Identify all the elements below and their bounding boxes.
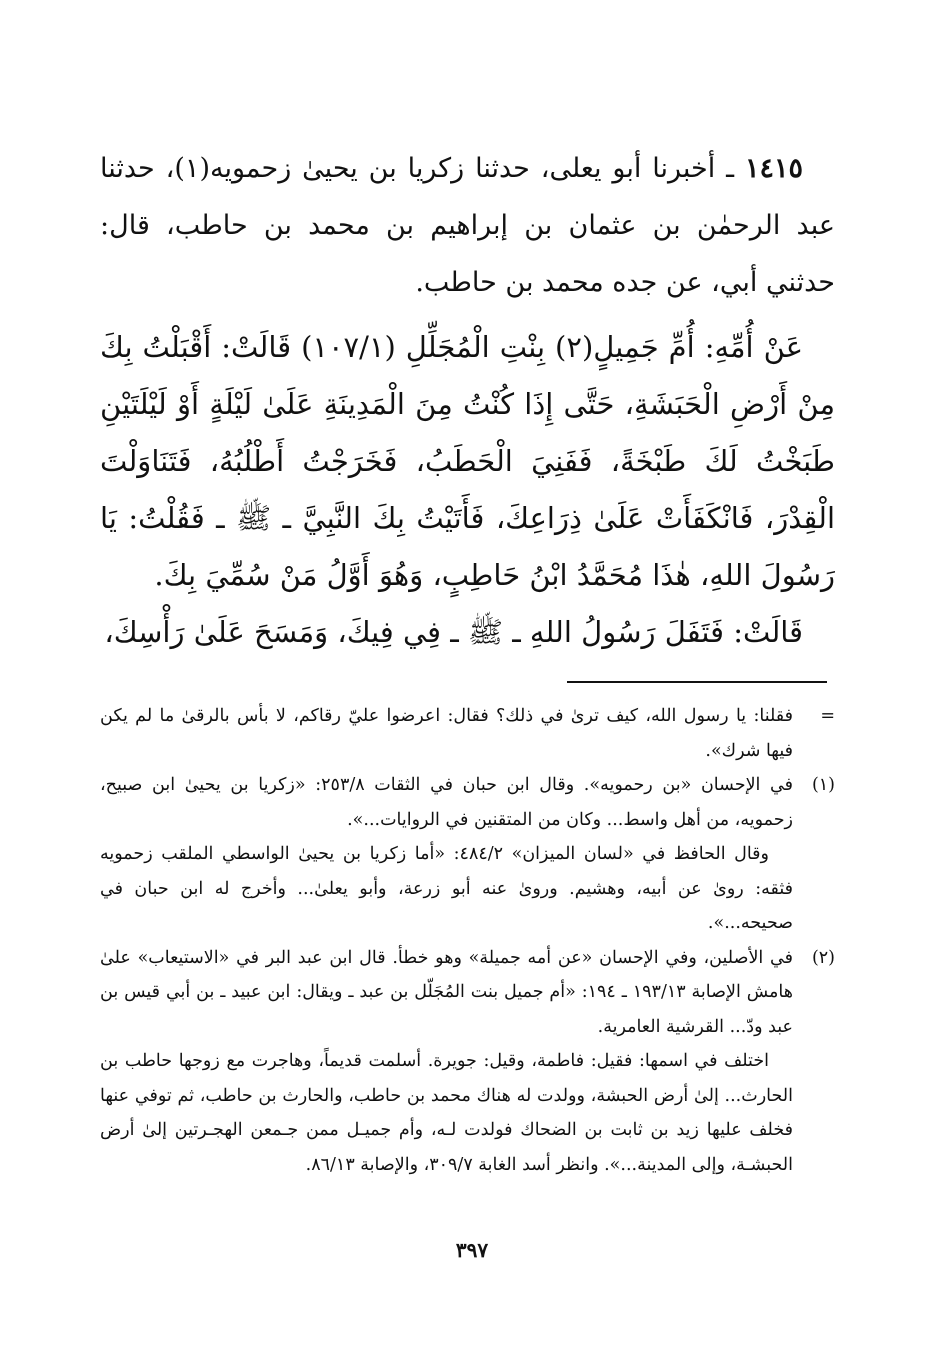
footnotes: [100, 699, 835, 1182]
footnote-carryover: [100, 699, 835, 768]
carryover-text: فقلنا: يا رسول الله، كيف ترىٰ في ذلك؟ فقال: اعرضوا عليّ رقاكم، لا بأس بالرقىٰ ما لم يكن فيها شرك».: [100, 706, 793, 761]
footnote-1-text: في الإحسان «بن رحمويه». وقال ابن حبان في الثقات ٢٥٣/٨: «زكريا بن يحيىٰ ابن صبيح، زحمويه، من أهل واسط... وكان من المتقنين في الروايات...».: [100, 775, 794, 830]
footnote-1-continuation: وقال الحافظ في «لسان الميزان» ٤٨٤/٢: «أما زكريا بن يحيىٰ الواسطي الملقب زحمويه فثقه: روىٰ عن أبيه، وهشيم. وروىٰ عنه أبو زرعة، وأبو يعلىٰ... وأخرج له ابن حبان في صحيحه...».: [100, 844, 793, 933]
matn-paragraph-2: قَالَتْ: فَتَفَلَ رَسُولُ اللهِ ـ ﷺ ـ فِي فِيكَ، وَمَسَحَ عَلَىٰ رَأْسِكَ،: [104, 615, 803, 649]
carryover-mark: =: [820, 706, 835, 726]
isnad-text: ـ أخبرنا أبو يعلى، حدثنا زكريا بن يحيىٰ زحمويه(١)، حدثنا عبد الرحمٰن بن عثمان بن إبراهيم بن محمد بن حاطب، قال: حدثني أبي، عن جده محمد بن حاطب.: [100, 153, 835, 298]
footnote-2-continuation: اختلف في اسمها: فقيل: فاطمة، وقيل: جويرة. أسلمت قديماً، وهاجرت مع زوجها حاطب بن الحارث... إلىٰ أرض الحبشة، وولدت له هناك محمد بن حاطب، والحارث بن حاطب، ثم توفي عنها فخلف عليها زيد بن ثابت بن الضحاك فولدت لـه، وأم جميـل ممن جـمعن الهجـرتين إلىٰ أرض الحبشـة، وإلى المدينة...». وانظر أسد الغابة ٣٠٩/٧، والإصابة ٨٦/١٣.: [100, 1051, 793, 1175]
footnote-1-mark: (١): [811, 775, 835, 795]
footnote-separator: [567, 681, 827, 683]
isnad-paragraph: [100, 140, 835, 311]
page-number: ٣٩٧: [455, 1238, 489, 1262]
main-text: [100, 140, 835, 661]
hadith-number: ١٤١٥: [744, 153, 803, 184]
matn-paragraph-1: عَنْ أُمِّهِ: أُمِّ جَمِيلٍ(٢) بِنْتِ الْمُجَلِّلِ (١٠٧/١) قَالَتْ: أَقْبَلْتُ بِكَ مِنْ أَرْضِ الْحَبَشَةِ، حَتَّى إِذَا كُنْتُ مِنَ الْمَدِينَةِ عَلَىٰ لَيْلَةٍ أَوْ لَيْلَتَيْنِ طَبَخْتُ لَكَ طَبْخَةً، فَفَنِيَ الْحَطَبُ، فَخَرَجْتُ أَطْلُبُهُ، فَتَنَاوَلْتَ الْقِدْرَ، فَانْكَفَأَتْ عَلَىٰ ذِرَاعِكَ، فَأَتَيْتُ بِكَ النَّبِيَّ ـ ﷺ ـ فَقُلْتُ: يَا رَسُولَ اللهِ، هٰذَا مُحَمَّدُ ابْنُ حَاطِبٍ، وَهُوَ أَوَّلُ مَنْ سُمِّيَ بِكَ.: [100, 330, 835, 592]
footnote-2: [100, 941, 835, 1045]
footnote-2-mark: (٢): [811, 947, 835, 968]
page-body: [100, 140, 835, 1182]
footnote-1: [100, 768, 835, 837]
footnote-2-text: في الأصلين، وفي الإحسان «عن أمه جميلة» وهو خطأ. قال ابن عبد البر في «الاستيعاب» علىٰ هامش الإصابة ١٩٣/١٣ ـ ١٩٤: «أم جميل بنت المُجَلّل بن عبد ـ ويقال: ابن عبيد ـ بن أبي قيس بن عبد ودّ... القرشية العامرية.: [100, 947, 793, 1037]
